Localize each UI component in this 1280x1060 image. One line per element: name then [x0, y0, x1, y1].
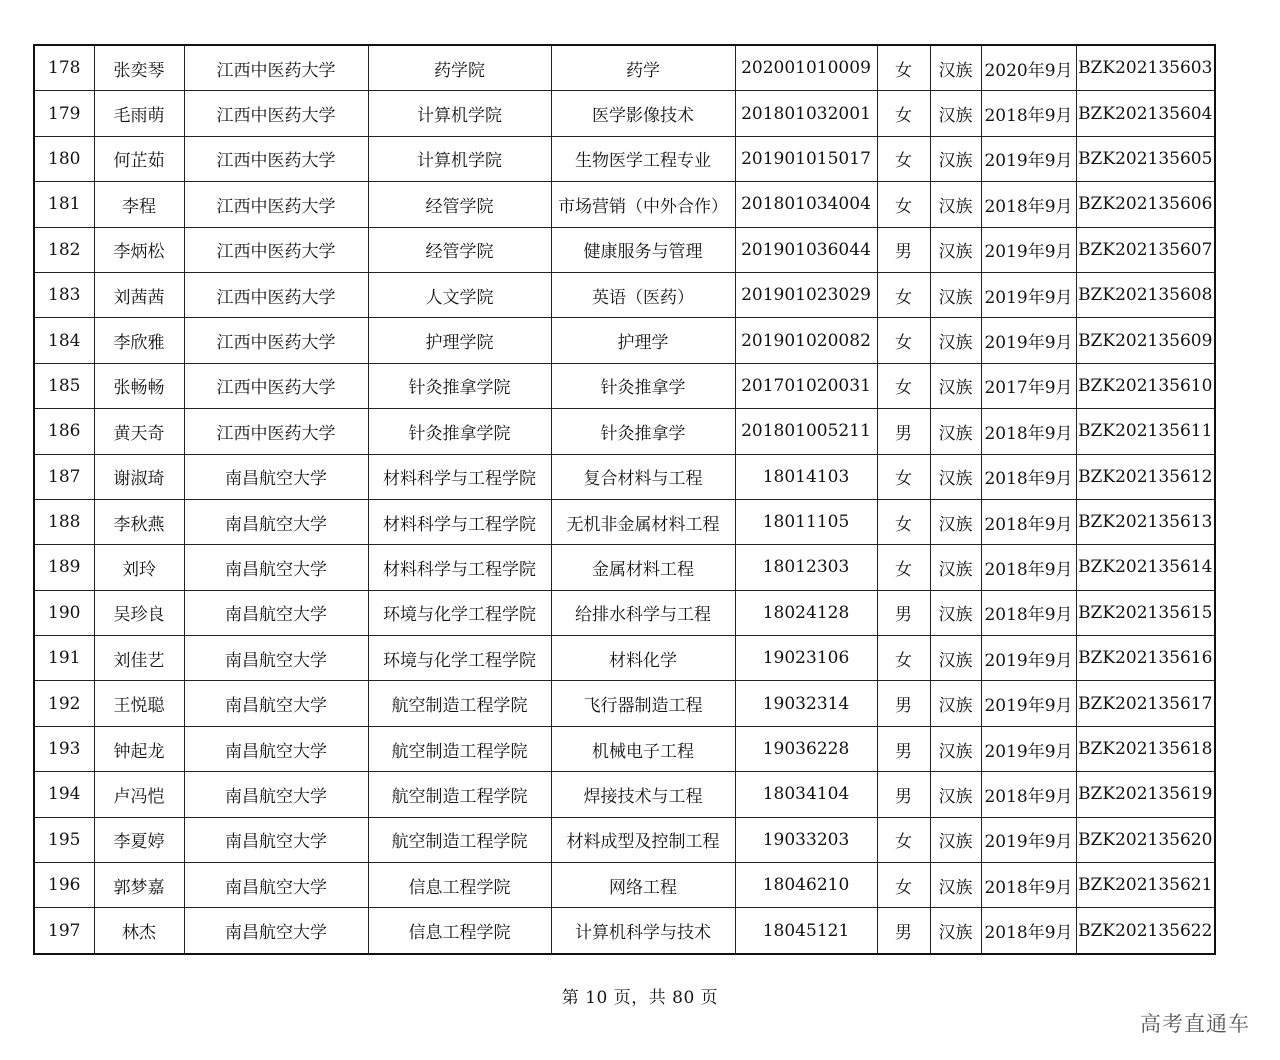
row-number-cell: 179: [34, 91, 94, 136]
major-cell: 机械电子工程: [551, 726, 735, 771]
gender-cell: 男: [877, 908, 930, 954]
enroll-date-cell: 2020年9月: [981, 45, 1076, 91]
name-cell: 郭梦嘉: [94, 863, 184, 908]
code-cell: BZK202135604: [1076, 91, 1215, 136]
college-cell: 航空制造工程学院: [368, 817, 551, 862]
name-cell: 毛雨萌: [94, 91, 184, 136]
school-cell: 江西中医药大学: [184, 318, 368, 363]
ethnicity-cell: 汉族: [930, 636, 981, 681]
major-cell: 无机非金属材料工程: [551, 499, 735, 544]
enroll-date-cell: 2017年9月: [981, 363, 1076, 408]
table-row: [34, 272, 1215, 317]
table-row: [34, 318, 1215, 363]
college-cell: 材料科学与工程学院: [368, 545, 551, 590]
name-cell: 黄天奇: [94, 409, 184, 454]
college-cell: 针灸推拿学院: [368, 409, 551, 454]
student-id-cell: 19023106: [735, 636, 877, 681]
college-cell: 材料科学与工程学院: [368, 454, 551, 499]
college-cell: 环境与化学工程学院: [368, 590, 551, 635]
major-cell: 飞行器制造工程: [551, 681, 735, 726]
row-number-cell: 186: [34, 409, 94, 454]
code-cell: BZK202135609: [1076, 318, 1215, 363]
code-cell: BZK202135620: [1076, 817, 1215, 862]
table-row: [34, 908, 1215, 954]
gender-cell: 男: [877, 772, 930, 817]
enroll-date-cell: 2018年9月: [981, 545, 1076, 590]
ethnicity-cell: 汉族: [930, 91, 981, 136]
name-cell: 李夏婷: [94, 817, 184, 862]
enroll-date-cell: 2018年9月: [981, 454, 1076, 499]
student-id-cell: 18045121: [735, 908, 877, 954]
code-cell: BZK202135621: [1076, 863, 1215, 908]
enroll-date-cell: 2019年9月: [981, 636, 1076, 681]
major-cell: 针灸推拿学: [551, 409, 735, 454]
student-id-cell: 18024128: [735, 590, 877, 635]
code-cell: BZK202135622: [1076, 908, 1215, 954]
ethnicity-cell: 汉族: [930, 454, 981, 499]
row-number-cell: 184: [34, 318, 94, 363]
ethnicity-cell: 汉族: [930, 136, 981, 181]
gender-cell: 女: [877, 636, 930, 681]
ethnicity-cell: 汉族: [930, 545, 981, 590]
enroll-date-cell: 2019年9月: [981, 136, 1076, 181]
major-cell: 针灸推拿学: [551, 363, 735, 408]
ethnicity-cell: 汉族: [930, 817, 981, 862]
student-id-cell: 18014103: [735, 454, 877, 499]
school-cell: 南昌航空大学: [184, 908, 368, 954]
code-cell: BZK202135612: [1076, 454, 1215, 499]
ethnicity-cell: 汉族: [930, 409, 981, 454]
table-row: [34, 590, 1215, 635]
row-number-cell: 178: [34, 45, 94, 91]
row-number-cell: 189: [34, 545, 94, 590]
code-cell: BZK202135603: [1076, 45, 1215, 91]
gender-cell: 女: [877, 499, 930, 544]
code-cell: BZK202135605: [1076, 136, 1215, 181]
student-id-cell: 201901020082: [735, 318, 877, 363]
gender-cell: 女: [877, 45, 930, 91]
row-number-cell: 187: [34, 454, 94, 499]
major-cell: 焊接技术与工程: [551, 772, 735, 817]
gender-cell: 女: [877, 454, 930, 499]
major-cell: 药学: [551, 45, 735, 91]
school-cell: 江西中医药大学: [184, 409, 368, 454]
major-cell: 计算机科学与技术: [551, 908, 735, 954]
gender-cell: 男: [877, 681, 930, 726]
college-cell: 经管学院: [368, 227, 551, 272]
table-row: [34, 45, 1215, 91]
table-row: [34, 227, 1215, 272]
row-number-cell: 195: [34, 817, 94, 862]
college-cell: 环境与化学工程学院: [368, 636, 551, 681]
college-cell: 信息工程学院: [368, 863, 551, 908]
enroll-date-cell: 2018年9月: [981, 182, 1076, 227]
school-cell: 江西中医药大学: [184, 136, 368, 181]
enroll-date-cell: 2018年9月: [981, 590, 1076, 635]
major-cell: 生物医学工程专业: [551, 136, 735, 181]
name-cell: 李程: [94, 182, 184, 227]
school-cell: 江西中医药大学: [184, 45, 368, 91]
school-cell: 南昌航空大学: [184, 863, 368, 908]
student-id-cell: 18012303: [735, 545, 877, 590]
ethnicity-cell: 汉族: [930, 863, 981, 908]
enroll-date-cell: 2018年9月: [981, 772, 1076, 817]
gender-cell: 女: [877, 318, 930, 363]
name-cell: 刘茜茜: [94, 272, 184, 317]
table-row: [34, 182, 1215, 227]
row-number-cell: 191: [34, 636, 94, 681]
row-number-cell: 180: [34, 136, 94, 181]
watermark-logo: 高考直通车: [1140, 1012, 1250, 1036]
school-cell: 南昌航空大学: [184, 817, 368, 862]
row-number-cell: 190: [34, 590, 94, 635]
school-cell: 江西中医药大学: [184, 227, 368, 272]
table-row: [34, 499, 1215, 544]
enroll-date-cell: 2019年9月: [981, 681, 1076, 726]
row-number-cell: 194: [34, 772, 94, 817]
ethnicity-cell: 汉族: [930, 908, 981, 954]
student-id-cell: 18034104: [735, 772, 877, 817]
name-cell: 卢冯恺: [94, 772, 184, 817]
student-id-cell: 19036228: [735, 726, 877, 771]
row-number-cell: 185: [34, 363, 94, 408]
table-row: [34, 681, 1215, 726]
enroll-date-cell: 2019年9月: [981, 318, 1076, 363]
code-cell: BZK202135608: [1076, 272, 1215, 317]
student-id-cell: 201801005211: [735, 409, 877, 454]
major-cell: 金属材料工程: [551, 545, 735, 590]
college-cell: 航空制造工程学院: [368, 772, 551, 817]
college-cell: 信息工程学院: [368, 908, 551, 954]
name-cell: 王悦聪: [94, 681, 184, 726]
ethnicity-cell: 汉族: [930, 363, 981, 408]
school-cell: 南昌航空大学: [184, 681, 368, 726]
row-number-cell: 182: [34, 227, 94, 272]
student-id-cell: 201901036044: [735, 227, 877, 272]
gender-cell: 女: [877, 863, 930, 908]
gender-cell: 女: [877, 136, 930, 181]
gender-cell: 女: [877, 817, 930, 862]
table-row: [34, 726, 1215, 771]
table-row: [34, 636, 1215, 681]
student-id-cell: 201801032001: [735, 91, 877, 136]
table-body: [34, 45, 1215, 954]
row-number-cell: 188: [34, 499, 94, 544]
enroll-date-cell: 2019年9月: [981, 272, 1076, 317]
school-cell: 南昌航空大学: [184, 636, 368, 681]
table-row: [34, 817, 1215, 862]
code-cell: BZK202135616: [1076, 636, 1215, 681]
college-cell: 护理学院: [368, 318, 551, 363]
student-id-cell: 19032314: [735, 681, 877, 726]
enroll-date-cell: 2018年9月: [981, 863, 1076, 908]
college-cell: 针灸推拿学院: [368, 363, 551, 408]
code-cell: BZK202135611: [1076, 409, 1215, 454]
name-cell: 刘玲: [94, 545, 184, 590]
ethnicity-cell: 汉族: [930, 45, 981, 91]
name-cell: 李秋燕: [94, 499, 184, 544]
gender-cell: 男: [877, 726, 930, 771]
code-cell: BZK202135606: [1076, 182, 1215, 227]
ethnicity-cell: 汉族: [930, 182, 981, 227]
major-cell: 护理学: [551, 318, 735, 363]
ethnicity-cell: 汉族: [930, 590, 981, 635]
table-row: [34, 409, 1215, 454]
major-cell: 网络工程: [551, 863, 735, 908]
enroll-date-cell: 2019年9月: [981, 227, 1076, 272]
table-row: [34, 863, 1215, 908]
student-id-cell: 201801034004: [735, 182, 877, 227]
ethnicity-cell: 汉族: [930, 726, 981, 771]
page-number: 第 10 页，共 80 页: [561, 988, 719, 1008]
student-id-cell: 18011105: [735, 499, 877, 544]
gender-cell: 男: [877, 590, 930, 635]
row-number-cell: 197: [34, 908, 94, 954]
gender-cell: 男: [877, 409, 930, 454]
table-row: [34, 545, 1215, 590]
code-cell: BZK202135610: [1076, 363, 1215, 408]
school-cell: 江西中医药大学: [184, 182, 368, 227]
school-cell: 南昌航空大学: [184, 726, 368, 771]
school-cell: 江西中医药大学: [184, 272, 368, 317]
name-cell: 林杰: [94, 908, 184, 954]
row-number-cell: 192: [34, 681, 94, 726]
name-cell: 李炳松: [94, 227, 184, 272]
code-cell: BZK202135618: [1076, 726, 1215, 771]
ethnicity-cell: 汉族: [930, 318, 981, 363]
name-cell: 刘佳艺: [94, 636, 184, 681]
student-id-cell: 18046210: [735, 863, 877, 908]
code-cell: BZK202135607: [1076, 227, 1215, 272]
major-cell: 健康服务与管理: [551, 227, 735, 272]
table-row: [34, 363, 1215, 408]
major-cell: 市场营销（中外合作）: [551, 182, 735, 227]
student-table-container: [33, 44, 1214, 955]
ethnicity-cell: 汉族: [930, 272, 981, 317]
college-cell: 人文学院: [368, 272, 551, 317]
ethnicity-cell: 汉族: [930, 772, 981, 817]
school-cell: 南昌航空大学: [184, 590, 368, 635]
major-cell: 给排水科学与工程: [551, 590, 735, 635]
ethnicity-cell: 汉族: [930, 681, 981, 726]
student-id-cell: 201901015017: [735, 136, 877, 181]
enroll-date-cell: 2019年9月: [981, 817, 1076, 862]
enroll-date-cell: 2018年9月: [981, 409, 1076, 454]
enroll-date-cell: 2019年9月: [981, 726, 1076, 771]
table-row: [34, 772, 1215, 817]
table-row: [34, 91, 1215, 136]
school-cell: 南昌航空大学: [184, 454, 368, 499]
code-cell: BZK202135619: [1076, 772, 1215, 817]
name-cell: 李欣雅: [94, 318, 184, 363]
code-cell: BZK202135617: [1076, 681, 1215, 726]
college-cell: 经管学院: [368, 182, 551, 227]
college-cell: 航空制造工程学院: [368, 681, 551, 726]
enroll-date-cell: 2018年9月: [981, 908, 1076, 954]
name-cell: 张奕琴: [94, 45, 184, 91]
school-cell: 南昌航空大学: [184, 772, 368, 817]
name-cell: 何芷茹: [94, 136, 184, 181]
name-cell: 钟起龙: [94, 726, 184, 771]
ethnicity-cell: 汉族: [930, 499, 981, 544]
gender-cell: 女: [877, 363, 930, 408]
name-cell: 张畅畅: [94, 363, 184, 408]
code-cell: BZK202135615: [1076, 590, 1215, 635]
major-cell: 材料化学: [551, 636, 735, 681]
student-id-cell: 201701020031: [735, 363, 877, 408]
enroll-date-cell: 2018年9月: [981, 499, 1076, 544]
table-row: [34, 454, 1215, 499]
student-id-cell: 202001010009: [735, 45, 877, 91]
college-cell: 航空制造工程学院: [368, 726, 551, 771]
major-cell: 英语（医药）: [551, 272, 735, 317]
table-row: [34, 136, 1215, 181]
school-cell: 南昌航空大学: [184, 499, 368, 544]
school-cell: 南昌航空大学: [184, 545, 368, 590]
gender-cell: 女: [877, 272, 930, 317]
college-cell: 计算机学院: [368, 91, 551, 136]
row-number-cell: 193: [34, 726, 94, 771]
student-table: [33, 44, 1216, 955]
ethnicity-cell: 汉族: [930, 227, 981, 272]
college-cell: 材料科学与工程学院: [368, 499, 551, 544]
row-number-cell: 196: [34, 863, 94, 908]
row-number-cell: 181: [34, 182, 94, 227]
gender-cell: 男: [877, 227, 930, 272]
major-cell: 医学影像技术: [551, 91, 735, 136]
enroll-date-cell: 2018年9月: [981, 91, 1076, 136]
student-id-cell: 201901023029: [735, 272, 877, 317]
gender-cell: 女: [877, 182, 930, 227]
student-id-cell: 19033203: [735, 817, 877, 862]
major-cell: 材料成型及控制工程: [551, 817, 735, 862]
school-cell: 江西中医药大学: [184, 91, 368, 136]
name-cell: 谢淑琦: [94, 454, 184, 499]
code-cell: BZK202135613: [1076, 499, 1215, 544]
name-cell: 吴珍良: [94, 590, 184, 635]
gender-cell: 女: [877, 545, 930, 590]
college-cell: 计算机学院: [368, 136, 551, 181]
row-number-cell: 183: [34, 272, 94, 317]
gender-cell: 女: [877, 91, 930, 136]
school-cell: 江西中医药大学: [184, 363, 368, 408]
major-cell: 复合材料与工程: [551, 454, 735, 499]
college-cell: 药学院: [368, 45, 551, 91]
code-cell: BZK202135614: [1076, 545, 1215, 590]
